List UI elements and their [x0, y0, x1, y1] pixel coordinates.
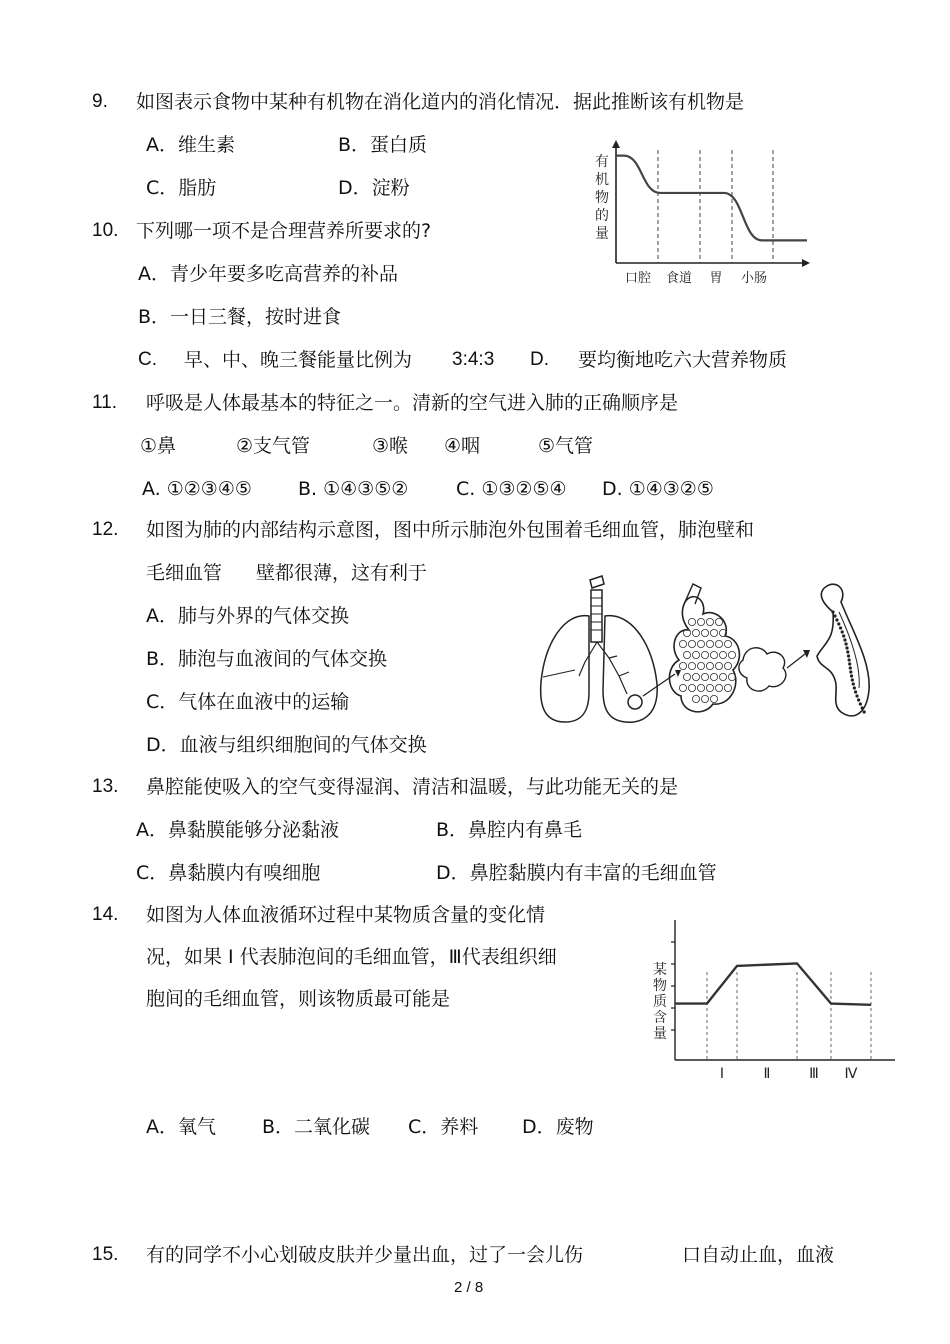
blood-cell-dot — [855, 694, 858, 697]
q9-option-b: B．蛋白质 — [338, 134, 428, 156]
blood-cell-dot — [848, 662, 851, 665]
alveolus-cell — [688, 662, 695, 669]
q14-option-a: A．氧气 — [146, 1116, 216, 1138]
q14-stem-line2: 况，如果 Ⅰ 代表肺泡间的毛细血管，Ⅲ代表组织细 — [146, 946, 557, 968]
alveolus-cell — [715, 640, 722, 647]
q13-number: 13. — [92, 776, 119, 797]
blood-cell-dot — [842, 634, 845, 637]
q14-option-b: B．二氧化碳 — [262, 1116, 371, 1138]
q15-stem-part1: 有的同学不小心划破皮肤并少量出血，过了一会儿伤 — [146, 1244, 584, 1266]
q14-ylabel-char: 量 — [653, 1026, 667, 1042]
q14-ylabel-char: 物 — [653, 978, 667, 994]
alveolus-cell — [728, 651, 735, 658]
q11-number: 11. — [92, 392, 118, 413]
alveolus-cell — [710, 695, 717, 702]
q13-option-a: A．鼻黏膜能够分泌黏液 — [136, 819, 339, 841]
blood-cell-dot — [857, 698, 860, 701]
blood-cell-dot — [847, 654, 850, 657]
q10-option-d-label: D. — [530, 349, 549, 370]
q12-option-a: A．肺与外界的气体交换 — [146, 605, 349, 627]
q11-item-2: ②支气管 — [236, 435, 311, 457]
q14-curve-line — [675, 963, 871, 1004]
q12-option-d: D．血液与组织细胞间的气体交换 — [146, 734, 427, 756]
alveolus-cell — [719, 651, 726, 658]
alveolus-cell — [724, 640, 731, 647]
q9-stem: 如图表示食物中某种有机物在消化道内的消化情况．据此推断该有机物是 — [136, 91, 745, 113]
q14-number: 14. — [92, 904, 119, 925]
blood-cell-dot — [853, 686, 856, 689]
q15-number: 15. — [92, 1244, 119, 1265]
q11-option-d: D. ①④③②⑤ — [602, 478, 714, 500]
blood-cell-dot — [845, 646, 848, 649]
alveolus-cell — [715, 618, 722, 625]
q9-ylabel-char: 机 — [595, 172, 609, 188]
q11-stem: 呼吸是人体最基本的特征之一。清新的空气进入肺的正确顺序是 — [146, 392, 679, 414]
q14-option-d: D．废物 — [522, 1116, 594, 1138]
q10-option-c-ratio: 3:4:3 — [452, 349, 495, 370]
alveolus-cell — [688, 684, 695, 691]
blood-cell-dot — [861, 706, 864, 709]
q14-stem-line3: 胞间的毛细血管，则该物质最可能是 — [146, 988, 451, 1010]
alveolus-cell — [683, 651, 690, 658]
alveolus-cell — [688, 640, 695, 647]
alveoli-cluster-shape — [669, 597, 739, 712]
alveolus-cell — [692, 629, 699, 636]
alveolus-cell — [724, 662, 731, 669]
q10-option-c-label: C. — [138, 349, 157, 370]
capillary-loop-shape — [817, 584, 869, 716]
q9-option-d: D．淀粉 — [338, 177, 410, 199]
blood-cell-dot — [837, 622, 840, 625]
q12-stem-line2a: 毛细血管 — [146, 562, 223, 584]
alveolus-cell — [697, 684, 704, 691]
blood-cell-dot — [848, 658, 851, 661]
blood-cell-dot — [852, 682, 855, 685]
q13-option-d: D．鼻腔黏膜内有丰富的毛细血管 — [436, 862, 717, 884]
q14-ylabel-char: 某 — [653, 962, 667, 978]
q12-option-c: C．气体在血液中的运输 — [146, 691, 350, 713]
blood-cell-dot — [831, 610, 834, 613]
q13-stem: 鼻腔能使吸入的空气变得湿润、清洁和温暖，与此功能无关的是 — [146, 776, 679, 798]
blood-cell-dot — [841, 630, 844, 633]
q9-option-a: A．维生素 — [146, 134, 235, 156]
alveolus-cell — [724, 684, 731, 691]
q14-xlabel: Ⅰ — [719, 1066, 725, 1082]
alveolus-cell — [706, 618, 713, 625]
q9-number: 9. — [92, 91, 108, 112]
alveolus-cell — [697, 662, 704, 669]
q10-option-d-text: 要均衡地吃六大营养物质 — [578, 349, 788, 371]
blood-cell-dot — [850, 674, 853, 677]
q14-ylabel-char: 含 — [653, 1010, 667, 1026]
q10-option-b: B．一日三餐，按时进食 — [138, 306, 342, 328]
q10-stem: 下列哪一项不是合理营养所要求的? — [136, 220, 432, 242]
blood-cell-dot — [833, 614, 836, 617]
blood-cell-dot — [859, 702, 862, 705]
alveolus-cell — [692, 695, 699, 702]
q11-item-5: ⑤气管 — [538, 435, 594, 457]
blood-cell-dot — [863, 710, 866, 713]
single-alveolus-shape — [739, 648, 786, 691]
q13-option-c: C．鼻黏膜内有嗅细胞 — [136, 862, 321, 884]
q10-option-c-text: 早、中、晚三餐能量比例为 — [184, 349, 413, 371]
q11-item-1: ①鼻 — [140, 435, 177, 457]
alveolus-cell — [688, 618, 695, 625]
alveolus-cell — [679, 684, 686, 691]
alveolus-cell — [706, 662, 713, 669]
q9-xlabel: 口腔 — [624, 271, 652, 286]
blood-cell-dot — [844, 642, 847, 645]
q9-x-arrow — [802, 259, 810, 267]
alveolus-cell — [701, 673, 708, 680]
q9-curve-line — [616, 156, 807, 241]
alveolus-cell — [697, 640, 704, 647]
alveolus-cell — [679, 662, 686, 669]
alveolus-cell — [706, 684, 713, 691]
q14-xlabel: Ⅲ — [809, 1066, 819, 1082]
alveolus-cell — [710, 673, 717, 680]
alveolus-cell — [710, 629, 717, 636]
blood-cell-dot — [843, 638, 846, 641]
alveolus-cell — [701, 651, 708, 658]
q9-option-c: C．脂肪 — [146, 177, 217, 199]
alveolus-cell — [692, 673, 699, 680]
q14-content-chart — [645, 912, 905, 1087]
q12-stem-line1: 如图为肺的内部结构示意图，图中所示肺泡外包围着毛细血管，肺泡壁和 — [146, 519, 755, 541]
alveolus-cell — [706, 640, 713, 647]
q14-ylabel-char: 质 — [653, 994, 667, 1010]
q9-xlabel: 胃 — [709, 271, 723, 286]
blood-cell-dot — [839, 626, 842, 629]
q11-option-c: C. ①③②⑤④ — [456, 478, 567, 500]
q12-number: 12. — [92, 519, 119, 540]
blood-cell-dot — [851, 678, 854, 681]
alveolus-cell — [679, 640, 686, 647]
alveolus-cell — [683, 673, 690, 680]
q9-xlabel: 食道 — [665, 271, 693, 286]
q11-item-4: ④咽 — [444, 435, 481, 457]
q9-y-arrow — [612, 140, 620, 148]
page-number: 2 / 8 — [454, 1279, 484, 1296]
q15-stem-part2: 口自动止血，血液 — [682, 1244, 835, 1266]
q14-xlabel: Ⅱ — [763, 1066, 771, 1082]
alveolus-cell — [697, 618, 704, 625]
alveolus-cell — [728, 673, 735, 680]
blood-cell-dot — [846, 650, 849, 653]
q9-ylabel-char: 量 — [595, 226, 609, 242]
q11-option-a: A. ①②③④⑤ — [142, 478, 252, 500]
q10-option-a: A．青少年要多吃高营养的补品 — [138, 263, 398, 285]
q11-item-3: ③喉 — [372, 435, 409, 457]
alveolus-cell — [715, 684, 722, 691]
q10-number: 10. — [92, 220, 119, 241]
q12-lung-diagram — [535, 572, 880, 734]
q9-digestion-chart — [592, 138, 817, 288]
q11-option-b: B. ①④③⑤② — [298, 478, 409, 500]
q9-ylabel-char: 物 — [595, 190, 609, 206]
q14-xlabel: Ⅳ — [844, 1066, 858, 1082]
alveolus-cell — [710, 651, 717, 658]
q12-stem-line2b: 壁都很薄，这有利于 — [256, 562, 428, 584]
alveolus-cell — [715, 662, 722, 669]
alveolus-cell — [692, 651, 699, 658]
alveolus-cell — [701, 629, 708, 636]
q12-option-b: B．肺泡与血液间的气体交换 — [146, 648, 388, 670]
blood-cell-dot — [854, 690, 857, 693]
q9-ylabel-char: 有 — [595, 154, 609, 170]
q13-option-b: B．鼻腔内有鼻毛 — [436, 819, 583, 841]
blood-cell-dot — [849, 666, 852, 669]
larynx-shape — [590, 576, 604, 588]
q9-xlabel: 小肠 — [740, 271, 768, 286]
alveoli-magnify-circle — [628, 695, 642, 709]
alveolus-cell — [719, 673, 726, 680]
blood-cell-dot — [835, 618, 838, 621]
blood-cell-dot — [849, 670, 852, 673]
q9-ylabel-char: 的 — [595, 208, 609, 224]
q14-stem-line1: 如图为人体血液循环过程中某物质含量的变化情 — [146, 904, 546, 926]
q14-option-c: C．养料 — [408, 1116, 479, 1138]
alveolus-cell — [701, 695, 708, 702]
